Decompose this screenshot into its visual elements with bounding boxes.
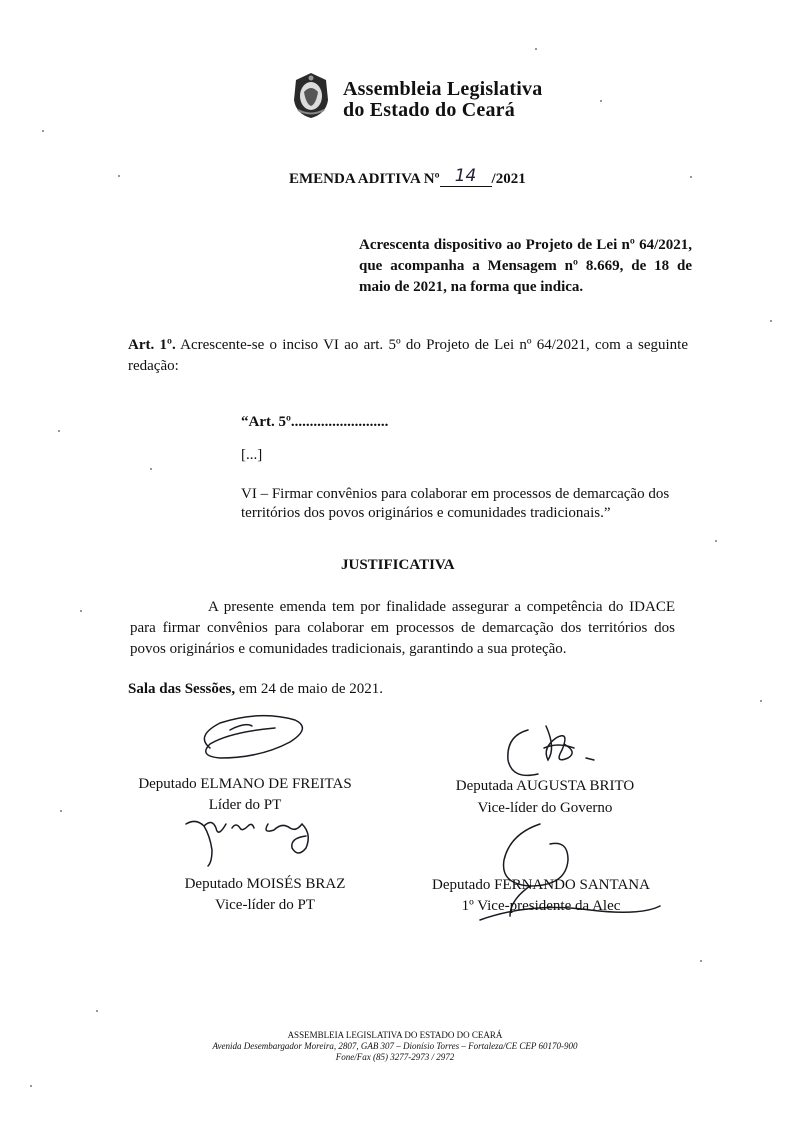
session-date-text: em 24 de maio de 2021. [238, 681, 383, 697]
scan-speck [118, 175, 120, 177]
scan-speck [58, 430, 60, 432]
scan-speck [770, 320, 772, 322]
inciso-vi: VI – Firmar convênios para colaborar em processos de demarcação dos territórios dos povos originários e comunidades tradicionais.” [241, 486, 670, 521]
scan-speck [96, 1010, 98, 1012]
session-label: Sala das Sessões, [128, 681, 236, 697]
scan-speck [80, 610, 82, 612]
article-1 [128, 335, 688, 377]
coat-of-arms-icon [286, 70, 336, 120]
justification-title: JUSTIFICATIVA [341, 557, 455, 573]
justification-text: A presente emenda tem por finalidade assegurar a competência do IDACE para firmar convênios para colaborar em processos de demarcação dos territórios dos povos originários e comunidades tradicionais, garantindo a sua proteção. [130, 599, 675, 657]
title-prefix: EMENDA ADITIVA Nº [289, 171, 440, 187]
scan-speck [60, 810, 62, 812]
footer-address: Avenida Desembargador Moreira, 2807, GAB 307 – Dionísio Torres – Fortaleza/CE CEP 60170-900 [212, 1041, 578, 1051]
scan-speck [42, 130, 44, 132]
session-date [128, 681, 383, 698]
signatory-name: Deputado ELMANO DE FREITAS [138, 776, 352, 792]
signatory-name: Deputado FERNANDO SANTANA [432, 877, 650, 893]
org-name-line1: Assembleia Legislativa [343, 78, 543, 100]
scan-speck [760, 700, 762, 702]
signature-moises [182, 814, 322, 874]
amendment-number: 14 [440, 166, 492, 187]
signatory-role: Líder do PT [208, 797, 282, 813]
scan-speck [600, 100, 602, 102]
ellipsis: [...] [241, 447, 263, 463]
article-label: Art. 1º. [128, 337, 176, 353]
org-name-line2: do Estado do Ceará [343, 99, 515, 121]
footer-phone: Fone/Fax (85) 3277-2973 / 2972 [335, 1052, 455, 1062]
signatory-name: Deputado MOISÉS BRAZ [184, 876, 346, 892]
signatory-role: Vice-líder do Governo [477, 800, 613, 816]
footer-org: ASSEMBLEIA LEGISLATIVA DO ESTADO DO CEARÁ [287, 1030, 503, 1040]
signatory-name: Deputada AUGUSTA BRITO [455, 778, 635, 794]
signatory-role: 1º Vice-presidente da Alec [461, 898, 621, 914]
signature-elmano [190, 708, 320, 768]
signatory-role: Vice-líder do PT [215, 897, 315, 913]
art5-quote: “Art. 5º.......................... [241, 414, 389, 430]
article-text: Acrescente-se o inciso VI ao art. 5º do Projeto de Lei nº 64/2021, com a seguinte redação: [128, 337, 688, 374]
scan-speck [715, 540, 717, 542]
document-title [289, 168, 526, 189]
scan-speck [700, 960, 702, 962]
ementa: Acrescenta dispositivo ao Projeto de Lei nº 64/2021, que acompanha a Mensagem nº 8.669, de 18 de maio de 2021, na forma que indica. [359, 237, 692, 295]
footer [170, 1030, 620, 1063]
title-suffix: /2021 [491, 171, 526, 187]
scan-speck [690, 176, 692, 178]
scan-speck [150, 468, 152, 470]
scan-speck [535, 48, 537, 50]
scan-speck [30, 1085, 32, 1087]
